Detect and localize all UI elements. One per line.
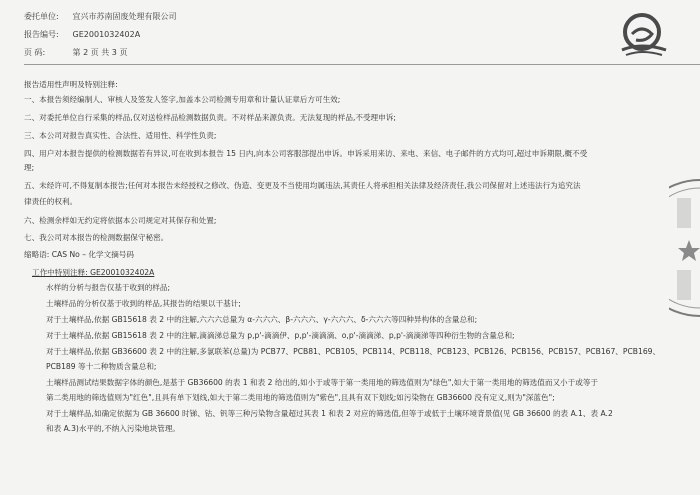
- note-3: 三、本公司对报告真实性、合法性、适用性、科学性负责;: [24, 131, 217, 140]
- note-4: 四、用户对本报告提供的检测数据若有异议,可在收到本报告 15 日内,向本公司客服部提出申诉。申诉采用来访、来电、来信、电子邮件的方式均可,超过申诉期限,概不受: [24, 149, 588, 158]
- notes-title: 报告适用性声明及特别注释:: [24, 80, 118, 89]
- report-no-label: 报告编号:: [24, 30, 59, 39]
- client-row: [24, 12, 177, 22]
- note-1: 一、本报告须经编制人、审核人及签发人签字,加盖本公司检测专用章和计量认证章后方可生效;: [24, 95, 341, 104]
- special-line-7-cont: 和表 A.3)水平的,不纳入污染地块管理。: [46, 424, 181, 433]
- abbreviation-line: 缩略语: CAS No – 化学文摘号码: [24, 250, 134, 259]
- note-5: 五、未经许可,不得复制本报告;任何对本报告未经授权之修改、伪造、变更及不当使用均属违法,其责任人将承担相关法律及经济责任,我公司保留对上述违法行为追究法: [24, 181, 581, 190]
- special-line-7: 对于土壤样品,如确定依据为 GB 36600 时锑、钴、钒等三种污染物含量超过其表 1 和表 2 对应的筛选值,但等于或低于土壤环境背景值(见 GB 36600 的表 A.1、表 A.2: [46, 409, 613, 418]
- note-4-cont: 理;: [24, 163, 35, 172]
- header-divider: [24, 64, 700, 65]
- report-no-value: GE2001032402A: [72, 30, 141, 39]
- report-no-row: [24, 30, 140, 40]
- special-line-6-cont: 第二类用地的筛选值则为"红色",且具有单下划线,如大于第二类用地的筛选值则为"紫色",且具有双下划线;如污染物在 GB36600 没有定义,则为"深蓝色";: [46, 393, 555, 402]
- company-logo-icon: [612, 12, 676, 58]
- special-notes-title: 工作中特别注释: GE2001032402A: [32, 268, 155, 277]
- note-5-cont: 律责任的权利。: [24, 197, 78, 206]
- special-line-4: 对于土壤样品,依据 GB15618 表 2 中的注解,滴滴涕总量为 p,p'-滴滴伊、p,p'-滴滴滴、o,p'-滴滴涕、p,p'-滴滴涕等四种衍生物的含量总和;: [46, 331, 515, 340]
- page-row: [24, 48, 127, 58]
- note-6: 六、检测余样如无约定将依据本公司规定对其保存和处置;: [24, 216, 217, 225]
- note-7: 七、我公司对本报告的检测数据保守秘密。: [24, 233, 169, 242]
- special-line-1: 水样的分析与报告仅基于收到的样品;: [46, 283, 171, 292]
- client-value: 宜兴市苏南固废处理有限公司: [72, 12, 177, 21]
- special-line-5: 对于土壤样品,依据 GB36600 表 2 中的注解,多氯联苯(总量)为 PCB77、PCB81、PCB105、PCB114、PCB118、PCB123、PCB126、PCB156、PCB157、PCB167、PCB169、: [46, 347, 661, 356]
- note-2: 二、对委托单位自行采集的样品,仅对送检样品检测数据负责。不对样品来源负责。无法复现的样品,不受理申诉;: [24, 113, 396, 122]
- client-label: 委托单位:: [24, 12, 59, 21]
- page-value: 第 2 页 共 3 页: [72, 48, 128, 57]
- page-label: 页 码:: [24, 48, 46, 57]
- special-line-6: 土壤样品测试结果数据字体的颜色,是基于 GB36600 的表 1 和表 2 给出的,如小于或等于第一类用地的筛选值则为"绿色",如大于第一类用地的筛选值而又小于或等于: [46, 378, 599, 387]
- special-line-2: 土壤样品的分析仅基于收到的样品,其报告的结果以干基计;: [46, 299, 241, 308]
- inspection-stamp-partial-icon: [669, 178, 700, 318]
- special-line-3: 对于土壤样品,依据 GB15618 表 2 中的注解,六六六总量为 α-六六六、β-六六六、γ-六六六、δ-六六六等四种异构体的含量总和;: [46, 315, 478, 324]
- special-line-5-cont: PCB189 等十二种物质含量总和;: [46, 362, 157, 371]
